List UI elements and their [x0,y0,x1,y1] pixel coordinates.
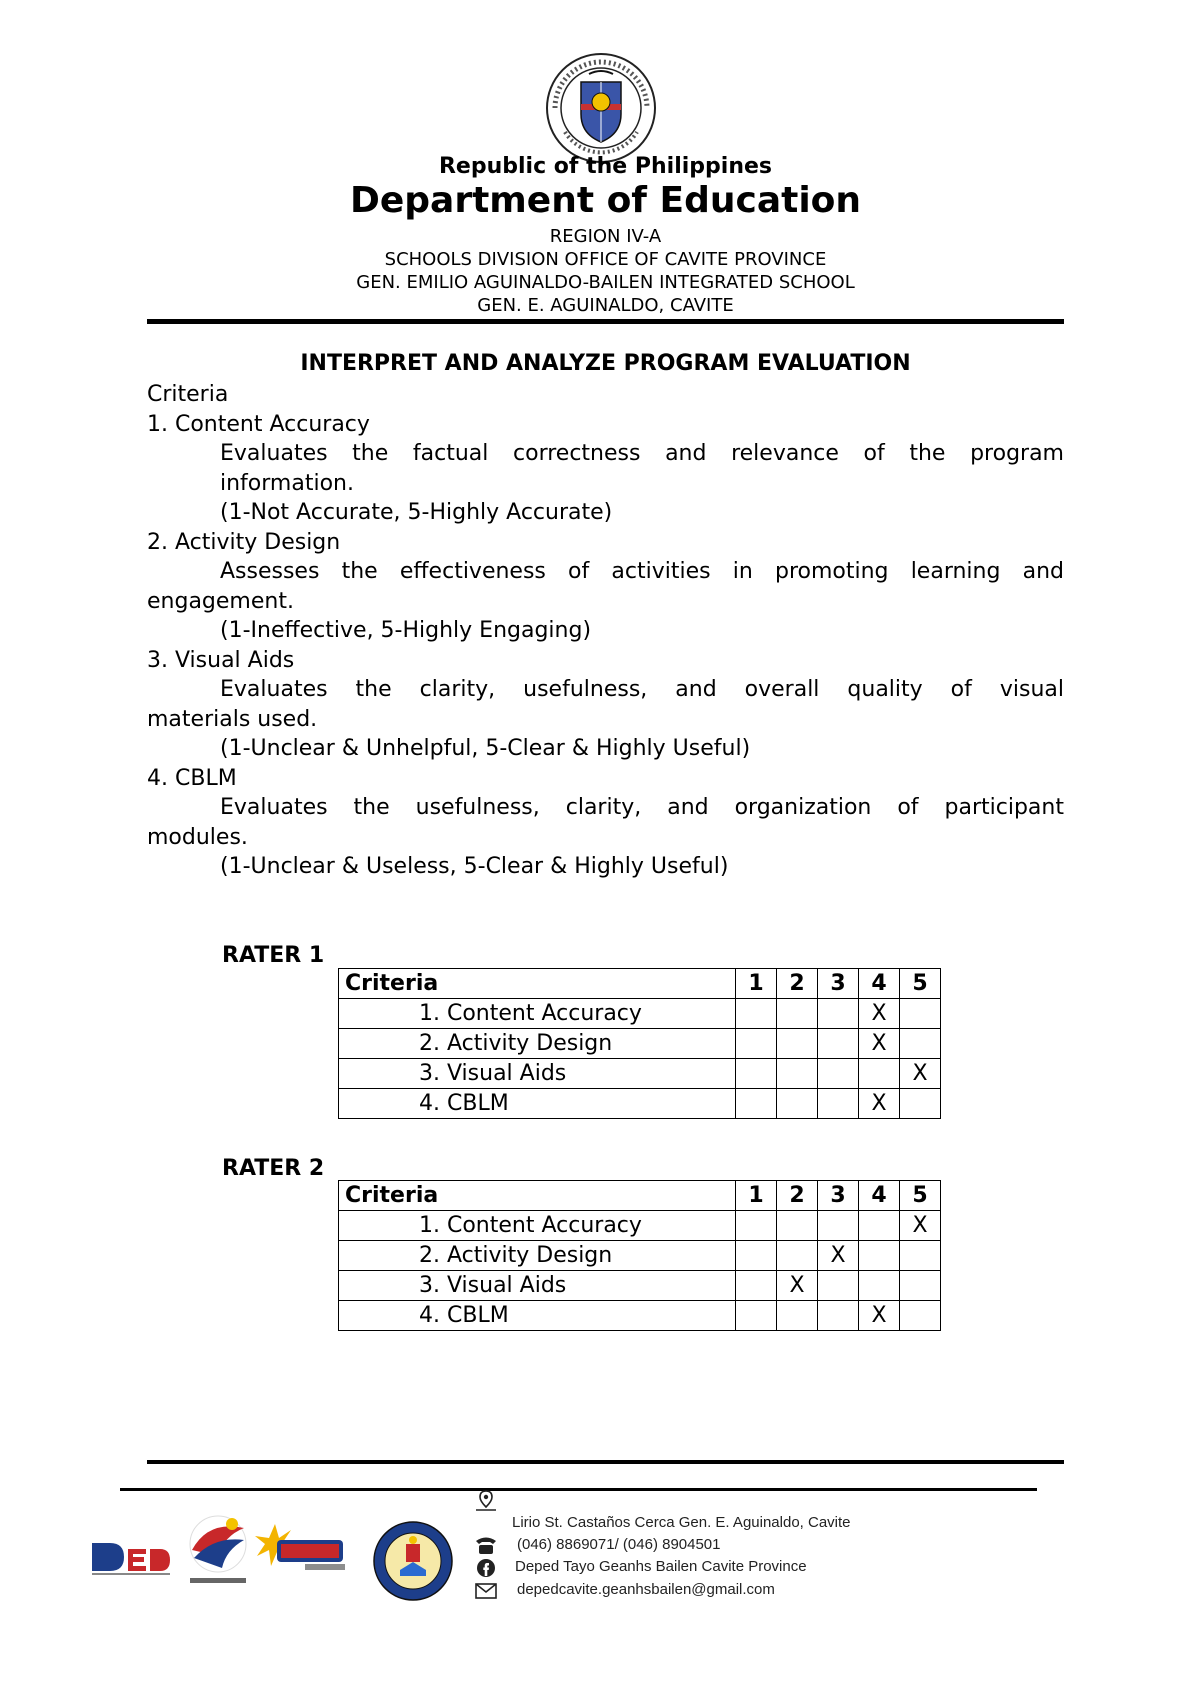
criteria-cell: 4. CBLM [339,1089,736,1119]
column-header: 2 [777,1181,818,1211]
rating-cell [736,999,777,1029]
criterion-name: 3. Visual Aids [147,647,295,673]
rating-cell [818,1029,859,1059]
rating-cell [736,1029,777,1059]
deped-seal-logo [545,52,657,164]
column-header: 1 [736,969,777,999]
location-pin-icon [473,1490,499,1512]
region-line: REGION IV-A [549,226,662,247]
rating-cell: X [818,1241,859,1271]
rating-cell: X [859,1029,900,1059]
table-row [339,1089,941,1119]
criterion-description: Evaluates the factual correctness and relevance of the program [220,441,1064,466]
rating-cell [736,1271,777,1301]
column-header: 5 [900,969,941,999]
footer-phone: (046) 8869071/ (046) 8904501 [517,1536,721,1553]
criteria-cell: 1. Content Accuracy [339,1211,736,1241]
rating-cell [818,1271,859,1301]
rating-cell: X [859,999,900,1029]
table-row [339,1211,941,1241]
criterion-name: 1. Content Accuracy [147,411,370,437]
column-header: 4 [859,969,900,999]
rating-cell [736,1059,777,1089]
table-row [339,1301,941,1331]
footer-facebook: Deped Tayo Geanhs Bailen Cavite Province [515,1558,807,1575]
rating-cell [859,1271,900,1301]
criteria-section [147,380,1064,882]
rating-cell: X [859,1301,900,1331]
table-row [339,1241,941,1271]
document-title: INTERPRET AND ANALYZE PROGRAM EVALUATION [300,351,911,376]
table-header-row [339,969,941,999]
phone-icon [473,1534,499,1556]
column-header: 5 [900,1181,941,1211]
rating-cell [777,999,818,1029]
criterion-description: Evaluates the clarity, usefulness, and overall quality of visual [220,677,1064,702]
criterion-scale: (1-Unclear & Unhelpful, 5-Clear & Highly Useful) [220,736,751,761]
criterion-description-cont: modules. [147,824,248,850]
footer-email: depedcavite.geanhsbailen@gmail.com [517,1581,775,1598]
school-line: GEN. EMILIO AGUINALDO-BAILEN INTEGRATED SCHOOL [356,272,855,293]
rating-cell [736,1301,777,1331]
criterion-description-cont: materials used. [147,706,318,732]
criterion-scale: (1-Unclear & Useless, 5-Clear & Highly Useful) [220,854,729,879]
criterion-description: Evaluates the usefulness, clarity, and organization of participant [220,795,1064,820]
criterion-description-cont: engagement. [147,588,294,614]
location-line: GEN. E. AGUINALDO, CAVITE [477,295,734,316]
rater-2-table [338,1180,941,1331]
footer-address: Lirio St. Castaños Cerca Gen. E. Aguinaldo, Cavite [512,1514,851,1531]
criterion-name: 2. Activity Design [147,529,341,555]
criterion-scale: (1-Not Accurate, 5-Highly Accurate) [220,500,613,525]
column-header: 4 [859,1181,900,1211]
deped-cavite-logo [255,1520,355,1578]
header-divider [147,319,1064,324]
rating-cell [900,1271,941,1301]
criteria-cell: 2. Activity Design [339,1241,736,1271]
column-header: Criteria [339,969,736,999]
footer-divider-secondary [120,1488,1037,1491]
criteria-cell: 3. Visual Aids [339,1059,736,1089]
facebook-icon [473,1557,499,1579]
table-row [339,1271,941,1301]
rating-cell [736,1089,777,1119]
rating-cell [777,1059,818,1089]
rating-cell: X [859,1089,900,1119]
email-icon [473,1580,499,1602]
column-header: 2 [777,969,818,999]
rating-cell [736,1211,777,1241]
column-header: 3 [818,1181,859,1211]
rating-cell [859,1211,900,1241]
rating-cell [777,1029,818,1059]
criterion-name: 4. CBLM [147,765,237,791]
rating-cell [900,1029,941,1059]
rating-cell [777,1089,818,1119]
rating-cell [818,999,859,1029]
criterion-scale: (1-Ineffective, 5-Highly Engaging) [220,618,592,643]
criteria-heading: Criteria [147,382,229,407]
rater-1-label: RATER 1 [222,943,325,968]
rating-cell: X [900,1211,941,1241]
rating-cell [900,1241,941,1271]
criteria-cell: 1. Content Accuracy [339,999,736,1029]
table-row [339,999,941,1029]
column-header: 3 [818,969,859,999]
criteria-cell: 3. Visual Aids [339,1271,736,1301]
rater-2-label: RATER 2 [222,1156,325,1181]
rating-cell [736,1241,777,1271]
criterion-description-cont: information. [220,470,354,496]
rating-cell [900,999,941,1029]
deped-logo [88,1535,173,1577]
table-header-row [339,1181,941,1211]
rating-cell: X [777,1271,818,1301]
school-seal-logo [372,1520,454,1602]
rating-cell [818,1089,859,1119]
department-heading: Department of Education [349,180,862,221]
footer-divider [147,1460,1064,1464]
rating-cell [859,1241,900,1271]
column-header: Criteria [339,1181,736,1211]
republic-heading: Republic of the Philippines [438,154,773,179]
rating-cell [777,1301,818,1331]
rating-cell [900,1301,941,1331]
rating-cell: X [900,1059,941,1089]
criteria-cell: 4. CBLM [339,1301,736,1331]
division-line: SCHOOLS DIVISION OFFICE OF CAVITE PROVINCE [384,249,827,270]
rating-cell [818,1301,859,1331]
table-row [339,1059,941,1089]
rater-1-table [338,968,941,1119]
bagong-pilipinas-logo [178,1510,258,1590]
rating-cell [777,1241,818,1271]
rating-cell [900,1089,941,1119]
rating-cell [859,1059,900,1089]
table-row [339,1029,941,1059]
criteria-cell: 2. Activity Design [339,1029,736,1059]
rating-cell [818,1059,859,1089]
rating-cell [777,1211,818,1241]
rating-cell [818,1211,859,1241]
criterion-description: Assesses the effectiveness of activities in promoting learning and [220,559,1064,584]
column-header: 1 [736,1181,777,1211]
